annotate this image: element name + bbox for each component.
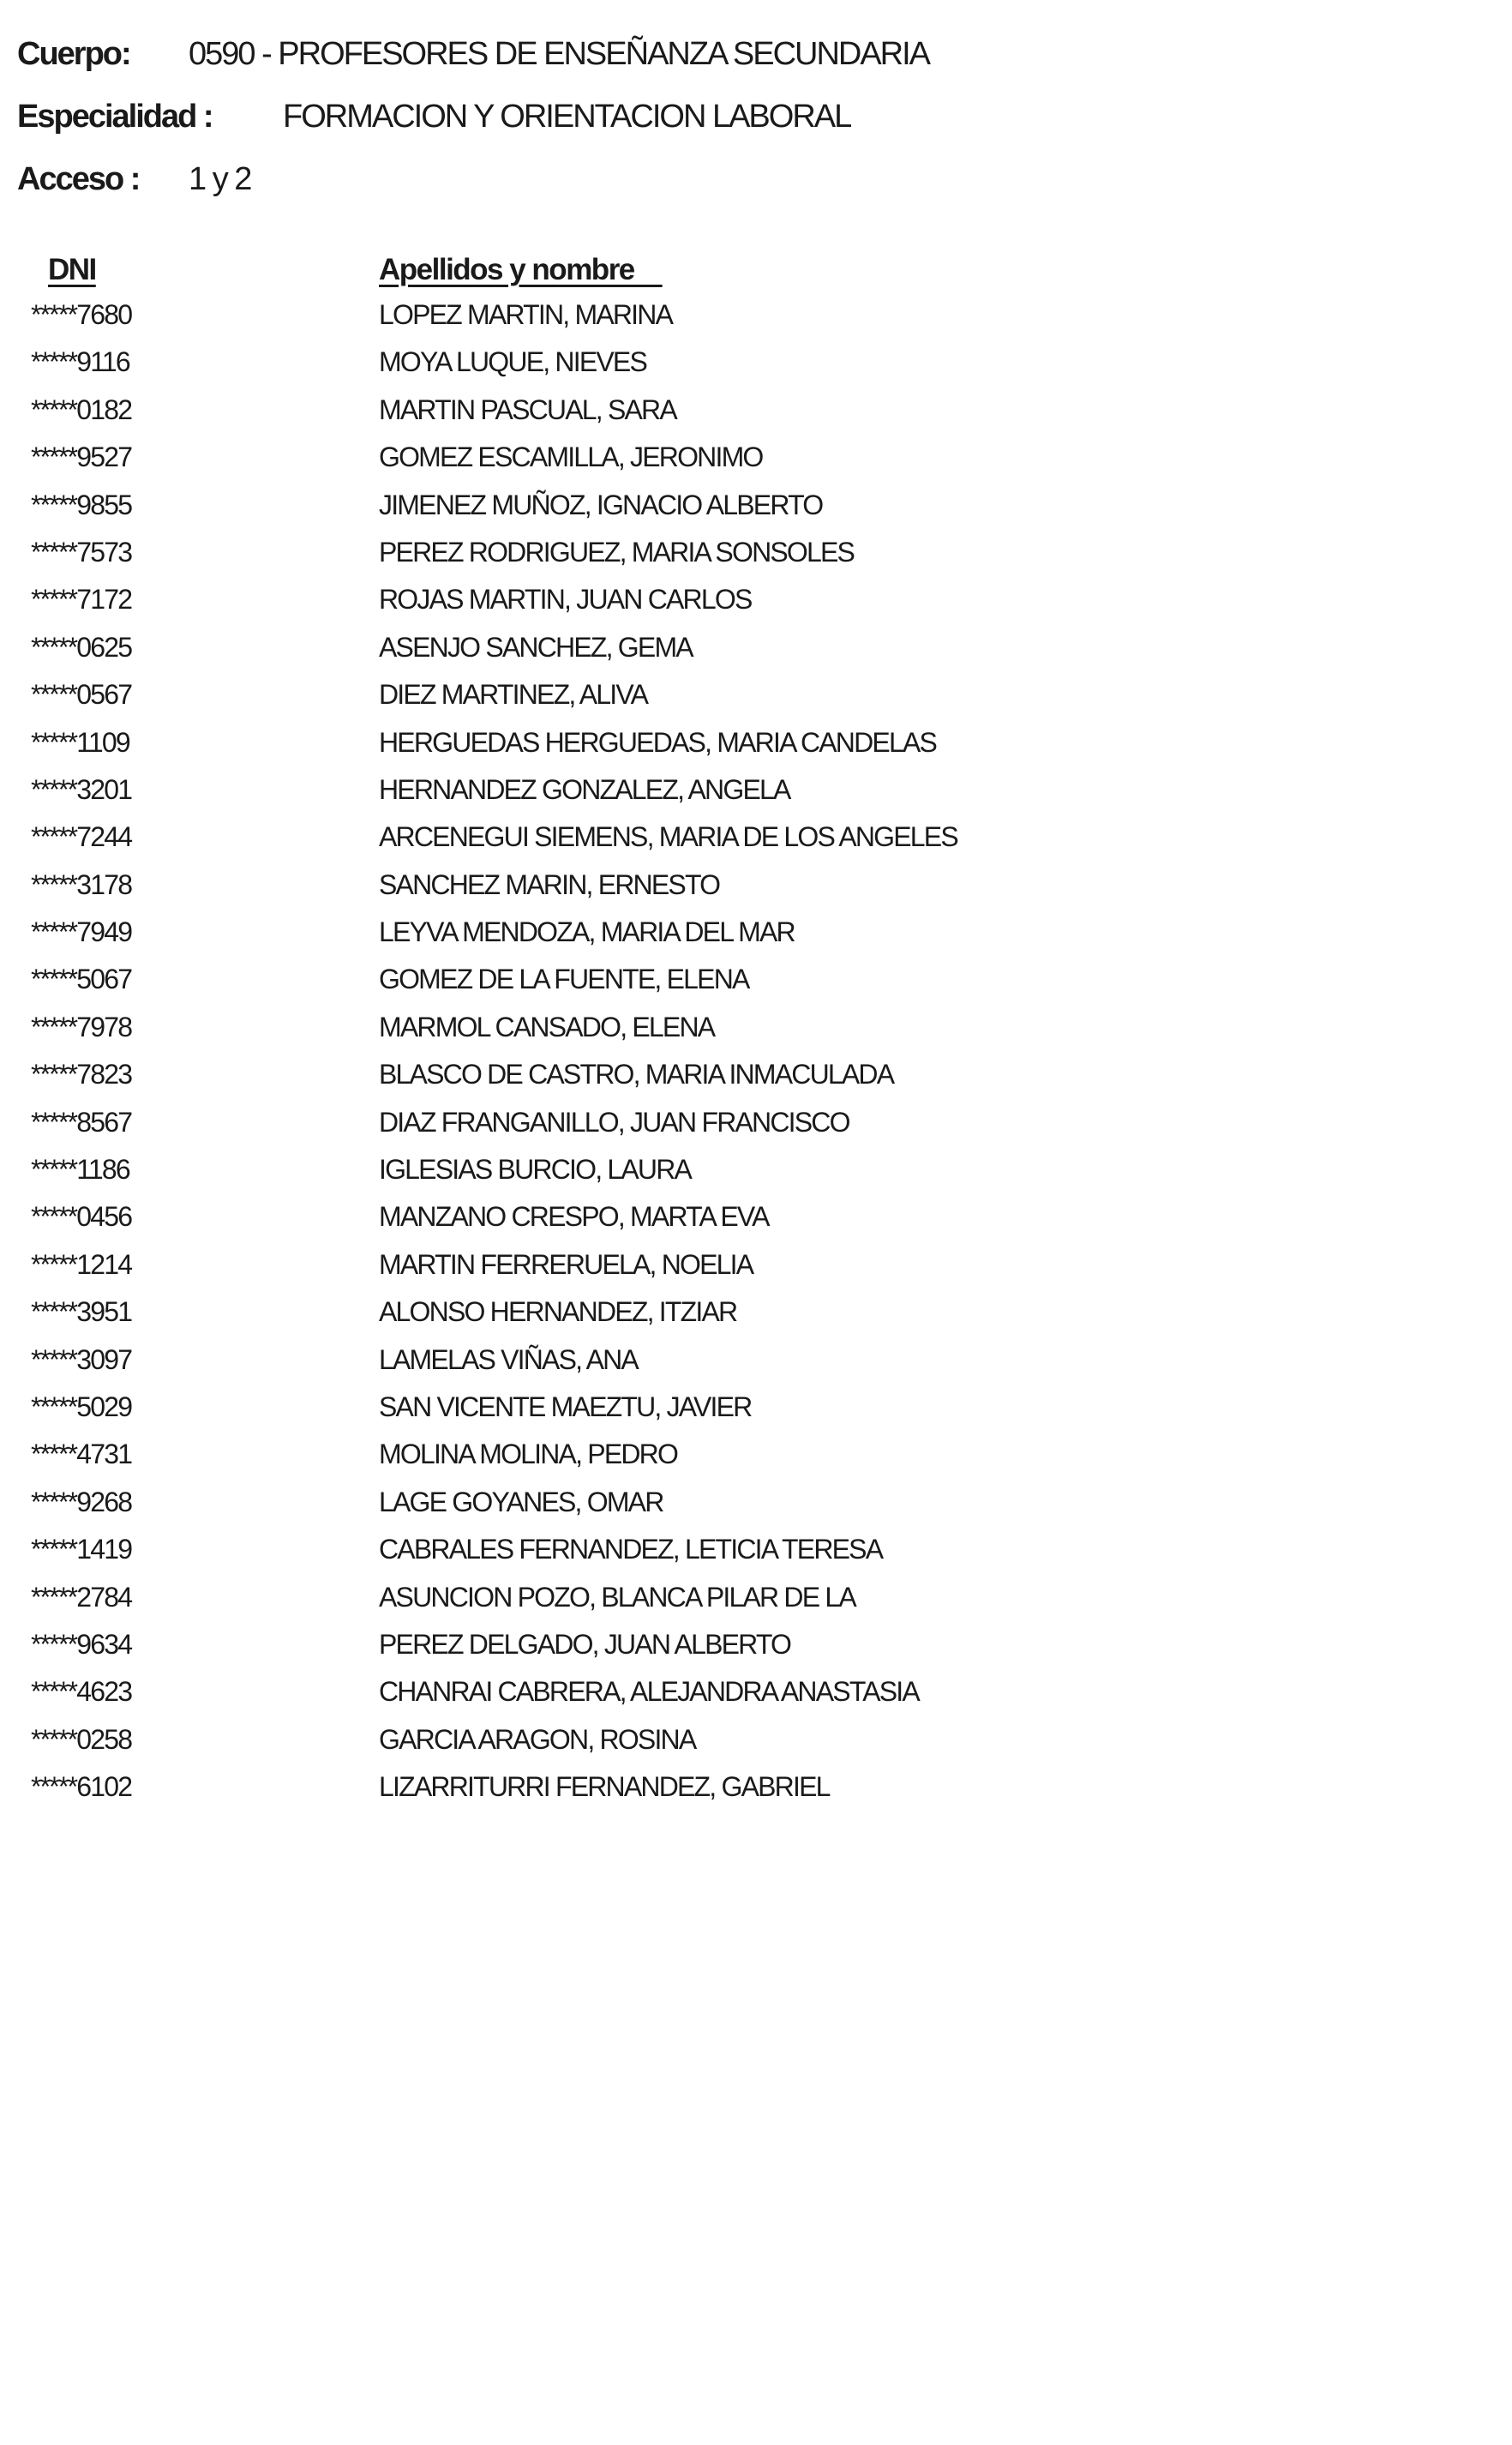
table-row	[0, 1156, 1512, 1203]
dni-cell: *****5067	[31, 964, 132, 995]
dni-cell: *****6102	[31, 1771, 132, 1803]
dni-cell: *****9116	[31, 346, 129, 378]
table-row	[0, 681, 1512, 728]
name-cell: ALONSO HERNANDEZ, ITZIAR	[379, 1296, 737, 1328]
especialidad-label: Especialidad :	[17, 99, 213, 135]
name-cell: DIEZ MARTINEZ, ALIVA	[379, 679, 648, 711]
name-cell: CHANRAI CABRERA, ALEJANDRA ANASTASIA	[379, 1676, 919, 1708]
table-row	[0, 301, 1512, 348]
dni-cell: *****0258	[31, 1723, 132, 1755]
dni-cell: *****9527	[31, 442, 132, 473]
table-row	[0, 1203, 1512, 1250]
dni-cell: *****4731	[31, 1439, 132, 1470]
table-row	[0, 1535, 1512, 1583]
table-row	[0, 393, 1512, 443]
table-row	[0, 1488, 1512, 1535]
table-row	[0, 1723, 1512, 1773]
name-cell: PEREZ DELGADO, JUAN ALBERTO	[379, 1628, 791, 1660]
table-row	[0, 773, 1512, 823]
dni-cell: *****8567	[31, 1106, 132, 1138]
name-cell: SANCHEZ MARIN, ERNESTO	[379, 868, 720, 900]
dni-cell: *****0182	[31, 393, 132, 425]
dni-cell: *****3097	[31, 1343, 132, 1375]
dni-cell: *****7172	[31, 584, 132, 616]
table-row	[0, 823, 1512, 870]
name-cell: GOMEZ DE LA FUENTE, ELENA	[379, 964, 749, 995]
column-header-dni: DNI	[48, 253, 96, 286]
table-row	[0, 586, 1512, 633]
name-cell: ARCENEGUI SIEMENS, MARIA DE LOS ANGELES	[379, 821, 957, 853]
name-cell: MOLINA MOLINA, PEDRO	[379, 1439, 678, 1470]
table-row	[0, 1108, 1512, 1156]
name-cell: ASUNCION POZO, BLANCA PILAR DE LA	[379, 1581, 855, 1613]
cuerpo-label: Cuerpo:	[17, 36, 130, 72]
name-cell: DIAZ FRANGANILLO, JUAN FRANCISCO	[379, 1106, 849, 1138]
dni-cell: *****3178	[31, 868, 132, 900]
name-cell: PEREZ RODRIGUEZ, MARIA SONSOLES	[379, 536, 855, 568]
especialidad-value: FORMACION Y ORIENTACION LABORAL	[283, 99, 851, 135]
table-row	[0, 1628, 1512, 1678]
column-header-name: Apellidos y nombre	[379, 253, 663, 286]
name-cell: LIZARRITURRI FERNANDEZ, GABRIEL	[379, 1771, 830, 1803]
cuerpo-value: 0590 - PROFESORES DE ENSEÑANZA SECUNDARIA	[189, 36, 930, 72]
table-row	[0, 1298, 1512, 1345]
dni-cell: *****7244	[31, 821, 132, 853]
dni-cell: *****4623	[31, 1676, 132, 1708]
name-cell: LAGE GOYANES, OMAR	[379, 1486, 663, 1517]
candidate-list	[0, 301, 1512, 1821]
table-row	[0, 631, 1512, 681]
dni-cell: *****0456	[31, 1201, 132, 1233]
table-row	[0, 1060, 1512, 1108]
acceso-value: 1 y 2	[189, 161, 251, 197]
acceso-label: Acceso :	[17, 161, 140, 197]
table-row	[0, 1343, 1512, 1393]
dni-cell: *****1419	[31, 1534, 132, 1565]
table-row	[0, 1678, 1512, 1725]
dni-cell: *****2784	[31, 1581, 132, 1613]
dni-cell: *****9268	[31, 1486, 132, 1517]
table-row	[0, 1440, 1512, 1487]
name-cell: MARTIN FERRERUELA, NOELIA	[379, 1248, 753, 1280]
dni-cell: *****7573	[31, 536, 132, 568]
table-row	[0, 918, 1512, 965]
table-row	[0, 868, 1512, 918]
dni-cell: *****9634	[31, 1628, 132, 1660]
dni-cell: *****7949	[31, 916, 132, 948]
name-cell: HERGUEDAS HERGUEDAS, MARIA CANDELAS	[379, 726, 937, 758]
name-cell: JIMENEZ MUÑOZ, IGNACIO ALBERTO	[379, 489, 823, 520]
dni-cell: *****1214	[31, 1248, 132, 1280]
name-cell: LEYVA MENDOZA, MARIA DEL MAR	[379, 916, 795, 948]
name-cell: SAN VICENTE MAEZTU, JAVIER	[379, 1391, 752, 1422]
name-cell: MARTIN PASCUAL, SARA	[379, 393, 676, 425]
dni-cell: *****3951	[31, 1296, 132, 1328]
table-row	[0, 726, 1512, 776]
dni-cell: *****0567	[31, 679, 132, 711]
name-cell: MARMOL CANSADO, ELENA	[379, 1011, 715, 1042]
name-cell: LAMELAS VIÑAS, ANA	[379, 1343, 638, 1375]
table-row	[0, 1248, 1512, 1298]
name-cell: IGLESIAS BURCIO, LAURA	[379, 1154, 692, 1186]
name-cell: MANZANO CRESPO, MARTA EVA	[379, 1201, 769, 1233]
table-row	[0, 1583, 1512, 1631]
table-row	[0, 538, 1512, 586]
table-row	[0, 348, 1512, 395]
table-row	[0, 1013, 1512, 1060]
name-cell: GOMEZ ESCAMILLA, JERONIMO	[379, 442, 763, 473]
name-cell: LOPEZ MARTIN, MARINA	[379, 299, 673, 330]
table-row	[0, 443, 1512, 490]
dni-cell: *****5029	[31, 1391, 132, 1422]
name-cell: MOYA LUQUE, NIEVES	[379, 346, 646, 378]
name-cell: GARCIA ARAGON, ROSINA	[379, 1723, 696, 1755]
name-cell: BLASCO DE CASTRO, MARIA INMACULADA	[379, 1059, 894, 1090]
table-row	[0, 1393, 1512, 1440]
table-row	[0, 1773, 1512, 1820]
table-row	[0, 965, 1512, 1012]
table-row	[0, 491, 1512, 538]
dni-cell: *****3201	[31, 773, 132, 805]
name-cell: HERNANDEZ GONZALEZ, ANGELA	[379, 773, 790, 805]
dni-cell: *****7680	[31, 299, 132, 330]
dni-cell: *****9855	[31, 489, 132, 520]
dni-cell: *****7978	[31, 1011, 132, 1042]
name-cell: ASENJO SANCHEZ, GEMA	[379, 631, 693, 663]
name-cell: CABRALES FERNANDEZ, LETICIA TERESA	[379, 1534, 883, 1565]
dni-cell: *****1109	[31, 726, 129, 758]
dni-cell: *****0625	[31, 631, 132, 663]
dni-cell: *****7823	[31, 1059, 132, 1090]
name-cell: ROJAS MARTIN, JUAN CARLOS	[379, 584, 752, 616]
dni-cell: *****1186	[31, 1154, 129, 1186]
